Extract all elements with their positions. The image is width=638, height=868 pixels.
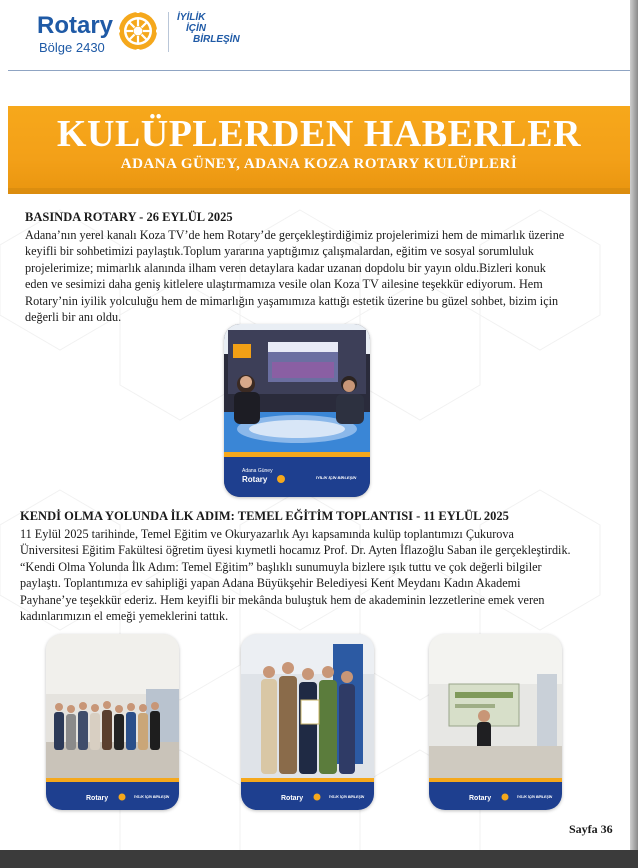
logo-district-text: Bölge 2430 (39, 40, 105, 55)
logo-divider (168, 12, 169, 52)
photo-club-text: Adana Güney (242, 468, 273, 474)
page-edge-shadow (630, 0, 638, 868)
banner-subtitle: ADANA GÜNEY, ADANA KOZA ROTARY KULÜPLERİ (120, 156, 518, 172)
section1-line: projelerimize; mimarlık alanında ilham veren detaylara kadar uzanan dopdolu bir yayın oldu.Bizleri konuk (25, 260, 546, 275)
section2-line: kadınlarımızın el emeği yemeklerini tattık. (20, 609, 229, 624)
section2-line: paylaştı. Toplantımıza ev sahipliği yapan Adana Büyükşehir Belediyesi Kent Meydanı Kadın Akademi (20, 576, 521, 591)
section2-line: “Kendi Olma Yolunda İlk Adım: Temel Eğitim” başlıklı sunumuyla bizlere ışık tuttu ve çok değerli bilgiler (20, 559, 542, 574)
section1-line: Adana’nın yerel kanalı Koza TV’de hem Rotary’de gerçekleştirdiğimiz projelerimizi hem de mimarlık üzerine (25, 228, 565, 242)
section-banner (8, 106, 630, 194)
certificate-presentation-photo (241, 634, 374, 810)
header-divider (8, 70, 630, 71)
photo-brand-text: Rotary (86, 795, 109, 802)
section1-line: değerli bir anı oldu. (25, 310, 122, 325)
viewer-bottom-bar (0, 850, 638, 868)
presentation-room-photo (429, 634, 562, 810)
section1-title: BASINDA ROTARY - 26 EYLÜL 2025 (25, 210, 233, 224)
rotary-district-logo (37, 10, 297, 60)
section2-title: KENDİ OLMA YOLUNDA İLK ADIM: TEMEL EĞİTİM TOPLANTISI - 11 EYLÜL 2025 (20, 509, 509, 523)
page-number: Sayfa 36 (569, 822, 613, 836)
photo-slogan-text: İYİLİK İÇİN BİRLEŞİN (329, 795, 365, 799)
banner-shade (8, 188, 630, 194)
section1-line: Rotary’nin iyilik yolculuğu hem de mimarlığın yaşamımıza kattığı estetik üzerine bu güzel sohbet, bizim için (25, 293, 559, 308)
section2-line: Payhane’ye teşekkür ederiz. Hem keyifli bir mekânda buluştuk hem de akademinin lezzetlerine emek veren (20, 592, 545, 607)
group-meeting-photo (46, 634, 179, 810)
section2-line: 11 Eylül 2025 tarihinde, Temel Eğitim ve Okuryazarlık Ayı kapsamında kulüp toplantımızı Çukurova (20, 527, 514, 541)
rotary-wheel-icon (117, 10, 159, 52)
slogan-text (177, 12, 240, 45)
section1-line: keyifli bir sohbetimizi paylaştık.Toplum yararına yaptığımız çalışmalardan, eğitim ve sosyal sorumluluk (25, 244, 534, 259)
section1-paragraph (25, 227, 564, 325)
section1-line: eden ve sesimizi daha geniş kitlelere ulaştırmamıza vesile olan Koza TV ailesine teşekkür ediyorum. Hem (25, 277, 543, 292)
photo-slogan-text: İYİLİK İÇİN BİRLEŞİN (316, 475, 357, 480)
slogan-line-2: İÇİN (186, 23, 206, 34)
photo-slogan-text: İYİLİK İÇİN BİRLEŞİN (517, 795, 553, 799)
slogan-line-1: İYİLİK (177, 12, 206, 23)
section2-line: Üniversitesi Eğitim Fakültesi öğretim üyesi kıymetli hocamız Prof. Dr. Ayten İflazoğlu Saban ile gerçekleştirdik. (20, 543, 571, 558)
photo-brand-text: Rotary (469, 795, 492, 802)
section2-paragraph (20, 526, 571, 624)
logo-brand-text: Rotary (37, 12, 114, 39)
photo-brand-text: Rotary (242, 475, 268, 484)
slogan-line-3: BİRLEŞİN (193, 34, 240, 45)
tv-studio-photo (224, 324, 370, 497)
photo-slogan-text: İYİLİK İÇİN BİRLEŞİN (134, 795, 170, 799)
banner-title: KULÜPLERDEN HABERLER (56, 113, 582, 155)
photo-brand-text: Rotary (281, 795, 304, 802)
